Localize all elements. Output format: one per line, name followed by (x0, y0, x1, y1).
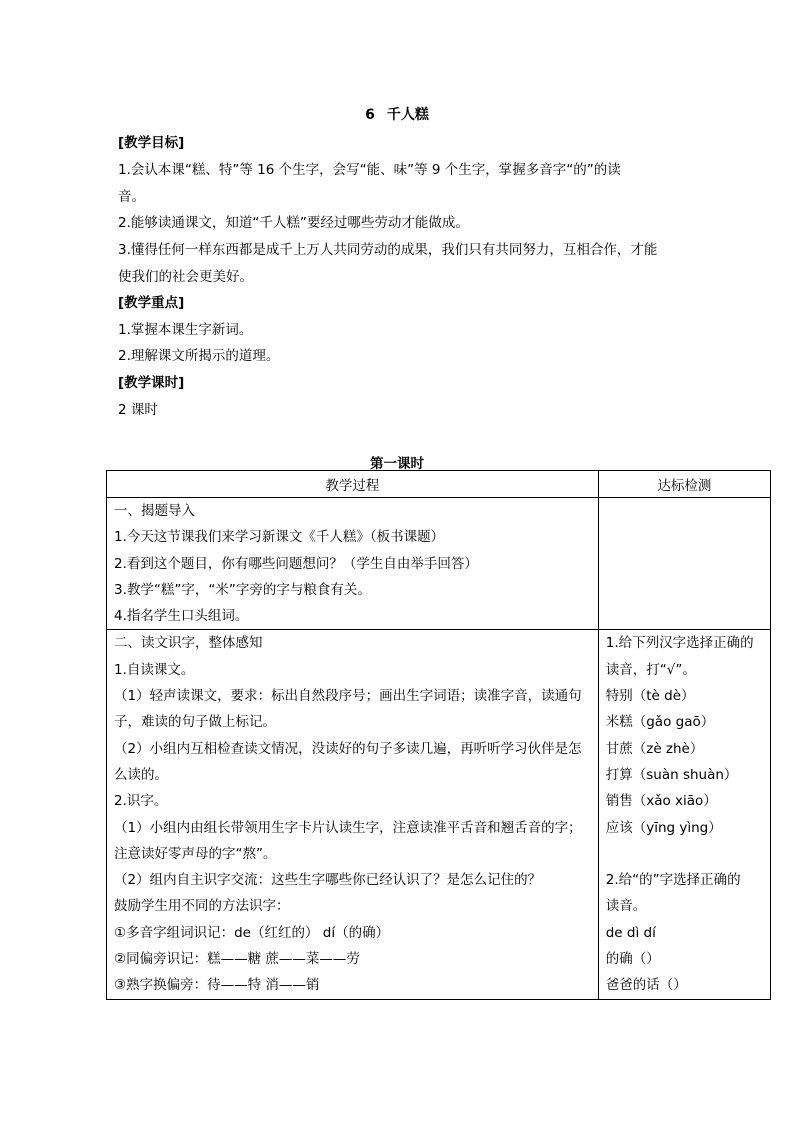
class-hours-heading: [教学课时] (118, 375, 185, 391)
row2-line: 么读的。 (114, 766, 168, 783)
check-line: 读音，打“√”。 (605, 661, 696, 678)
check-line: 特别（tè dè） (605, 688, 695, 705)
row2-line: 鼓励学生用不同的方法识字： (114, 898, 290, 915)
lesson-name: 千人糕 (386, 107, 429, 123)
row1-line: 3.教学“糕”字，“米”字旁的字与粮食有关。 (114, 581, 371, 598)
row1-line: 一、揭题导入 (114, 503, 195, 519)
check-line: 销售（xǎo xiāo） (605, 793, 717, 810)
table-header-row (107, 471, 771, 498)
row2-check-cell (598, 630, 770, 999)
check-line: 的确（） (605, 951, 660, 968)
check-line: 2.给“的”字选择正确的 (605, 872, 741, 889)
row2-line: ③熟字换偏旁：待——特 消——销 (114, 977, 320, 994)
row2-line: 二、读文识字，整体感知 (114, 635, 263, 652)
lesson-title (0, 104, 794, 124)
row2-line: （2）组内自主识字交流：这些生字哪些你已经认识了？是怎么记住的？ (114, 872, 542, 889)
check-line: 爸爸的话（） (605, 977, 687, 994)
row2-line: ②同偏旁识记：糕——糖 蔗——菜——劳 (114, 951, 360, 968)
key-point-2: 2.理解课文所揭示的道理。 (118, 348, 280, 364)
lesson-number: 6 (365, 107, 375, 123)
row2-line: 注意读好零声母的字“熬”。 (114, 845, 277, 862)
column-header-process: 教学过程 (107, 471, 599, 498)
row1-line: 2.看到这个题目，你有哪些问题想问？（学生自由举手回答） (114, 555, 478, 572)
row2-process-cell (107, 630, 599, 999)
check-line (599, 841, 770, 867)
row2-line: （1）轻声读课文，要求：标出自然段序号；画出生字词语；读准字音，读通句 (114, 688, 582, 705)
check-line: 应该（yīng yìng） (605, 819, 722, 836)
row1-line: 1.今天这节课我们来学习新课文《千人糕》（板书课题） (114, 529, 445, 546)
key-point-1: 1.掌握本课生字新词。 (118, 322, 253, 338)
class-hours-value: 2 课时 (118, 402, 158, 418)
check-line: 打算（suàn shuàn） (605, 766, 738, 783)
row2-line: （2）小组内互相检查读文情况，没读好的句子多读几遍，再听听学习伙伴是怎 (114, 740, 582, 757)
lesson-table (106, 470, 771, 1000)
row2-line: 2.识字。 (114, 793, 168, 810)
check-line: 读音。 (605, 898, 647, 915)
check-line: 甘蔗（zè zhè） (605, 740, 704, 757)
row1-line: 4.指名学生口头组词。 (114, 608, 249, 625)
row2-line: （1）小组内由组长带领用生字卡片认读生字，注意读准平舌音和翘舌音的字； (114, 819, 582, 836)
objective-3-line-1: 3.懂得任何一样东西都是成千上万人共同劳动的成果，我们只有共同努力，互相合作，才能 (118, 242, 658, 258)
row2-line: 1.自读课文。 (114, 661, 195, 678)
check-line: 米糕（gǎo gaō） (605, 714, 715, 731)
column-header-check: 达标检测 (598, 471, 770, 498)
row2-line: 子，难读的句子做上标记。 (114, 714, 276, 731)
check-line: 1.给下列汉字选择正确的 (605, 635, 754, 652)
first-lesson-title: 第一课时 (370, 456, 424, 472)
key-points-heading: [教学重点] (118, 295, 185, 311)
table-row (107, 630, 771, 999)
objective-1-line-2: 音。 (118, 189, 145, 205)
row2-line: ①多音字组词识记：de（红红的） dí（的确） (114, 924, 390, 941)
table-row (107, 498, 771, 630)
objectives-heading: [教学目标] (118, 135, 185, 151)
objective-3-line-2: 使我们的社会更美好。 (118, 269, 253, 285)
objective-1-line-1: 1.会认本课“糕、特”等 16 个生字，会写“能、味”等 9 个生字，掌握多音字“的”的读 (118, 162, 621, 178)
check-line: de dì dí (605, 924, 656, 941)
row1-check-cell (598, 498, 770, 630)
objective-2: 2.能够读通课文，知道“千人糕”要经过哪些劳动才能做成。 (118, 215, 469, 231)
row1-process-cell (107, 498, 599, 630)
